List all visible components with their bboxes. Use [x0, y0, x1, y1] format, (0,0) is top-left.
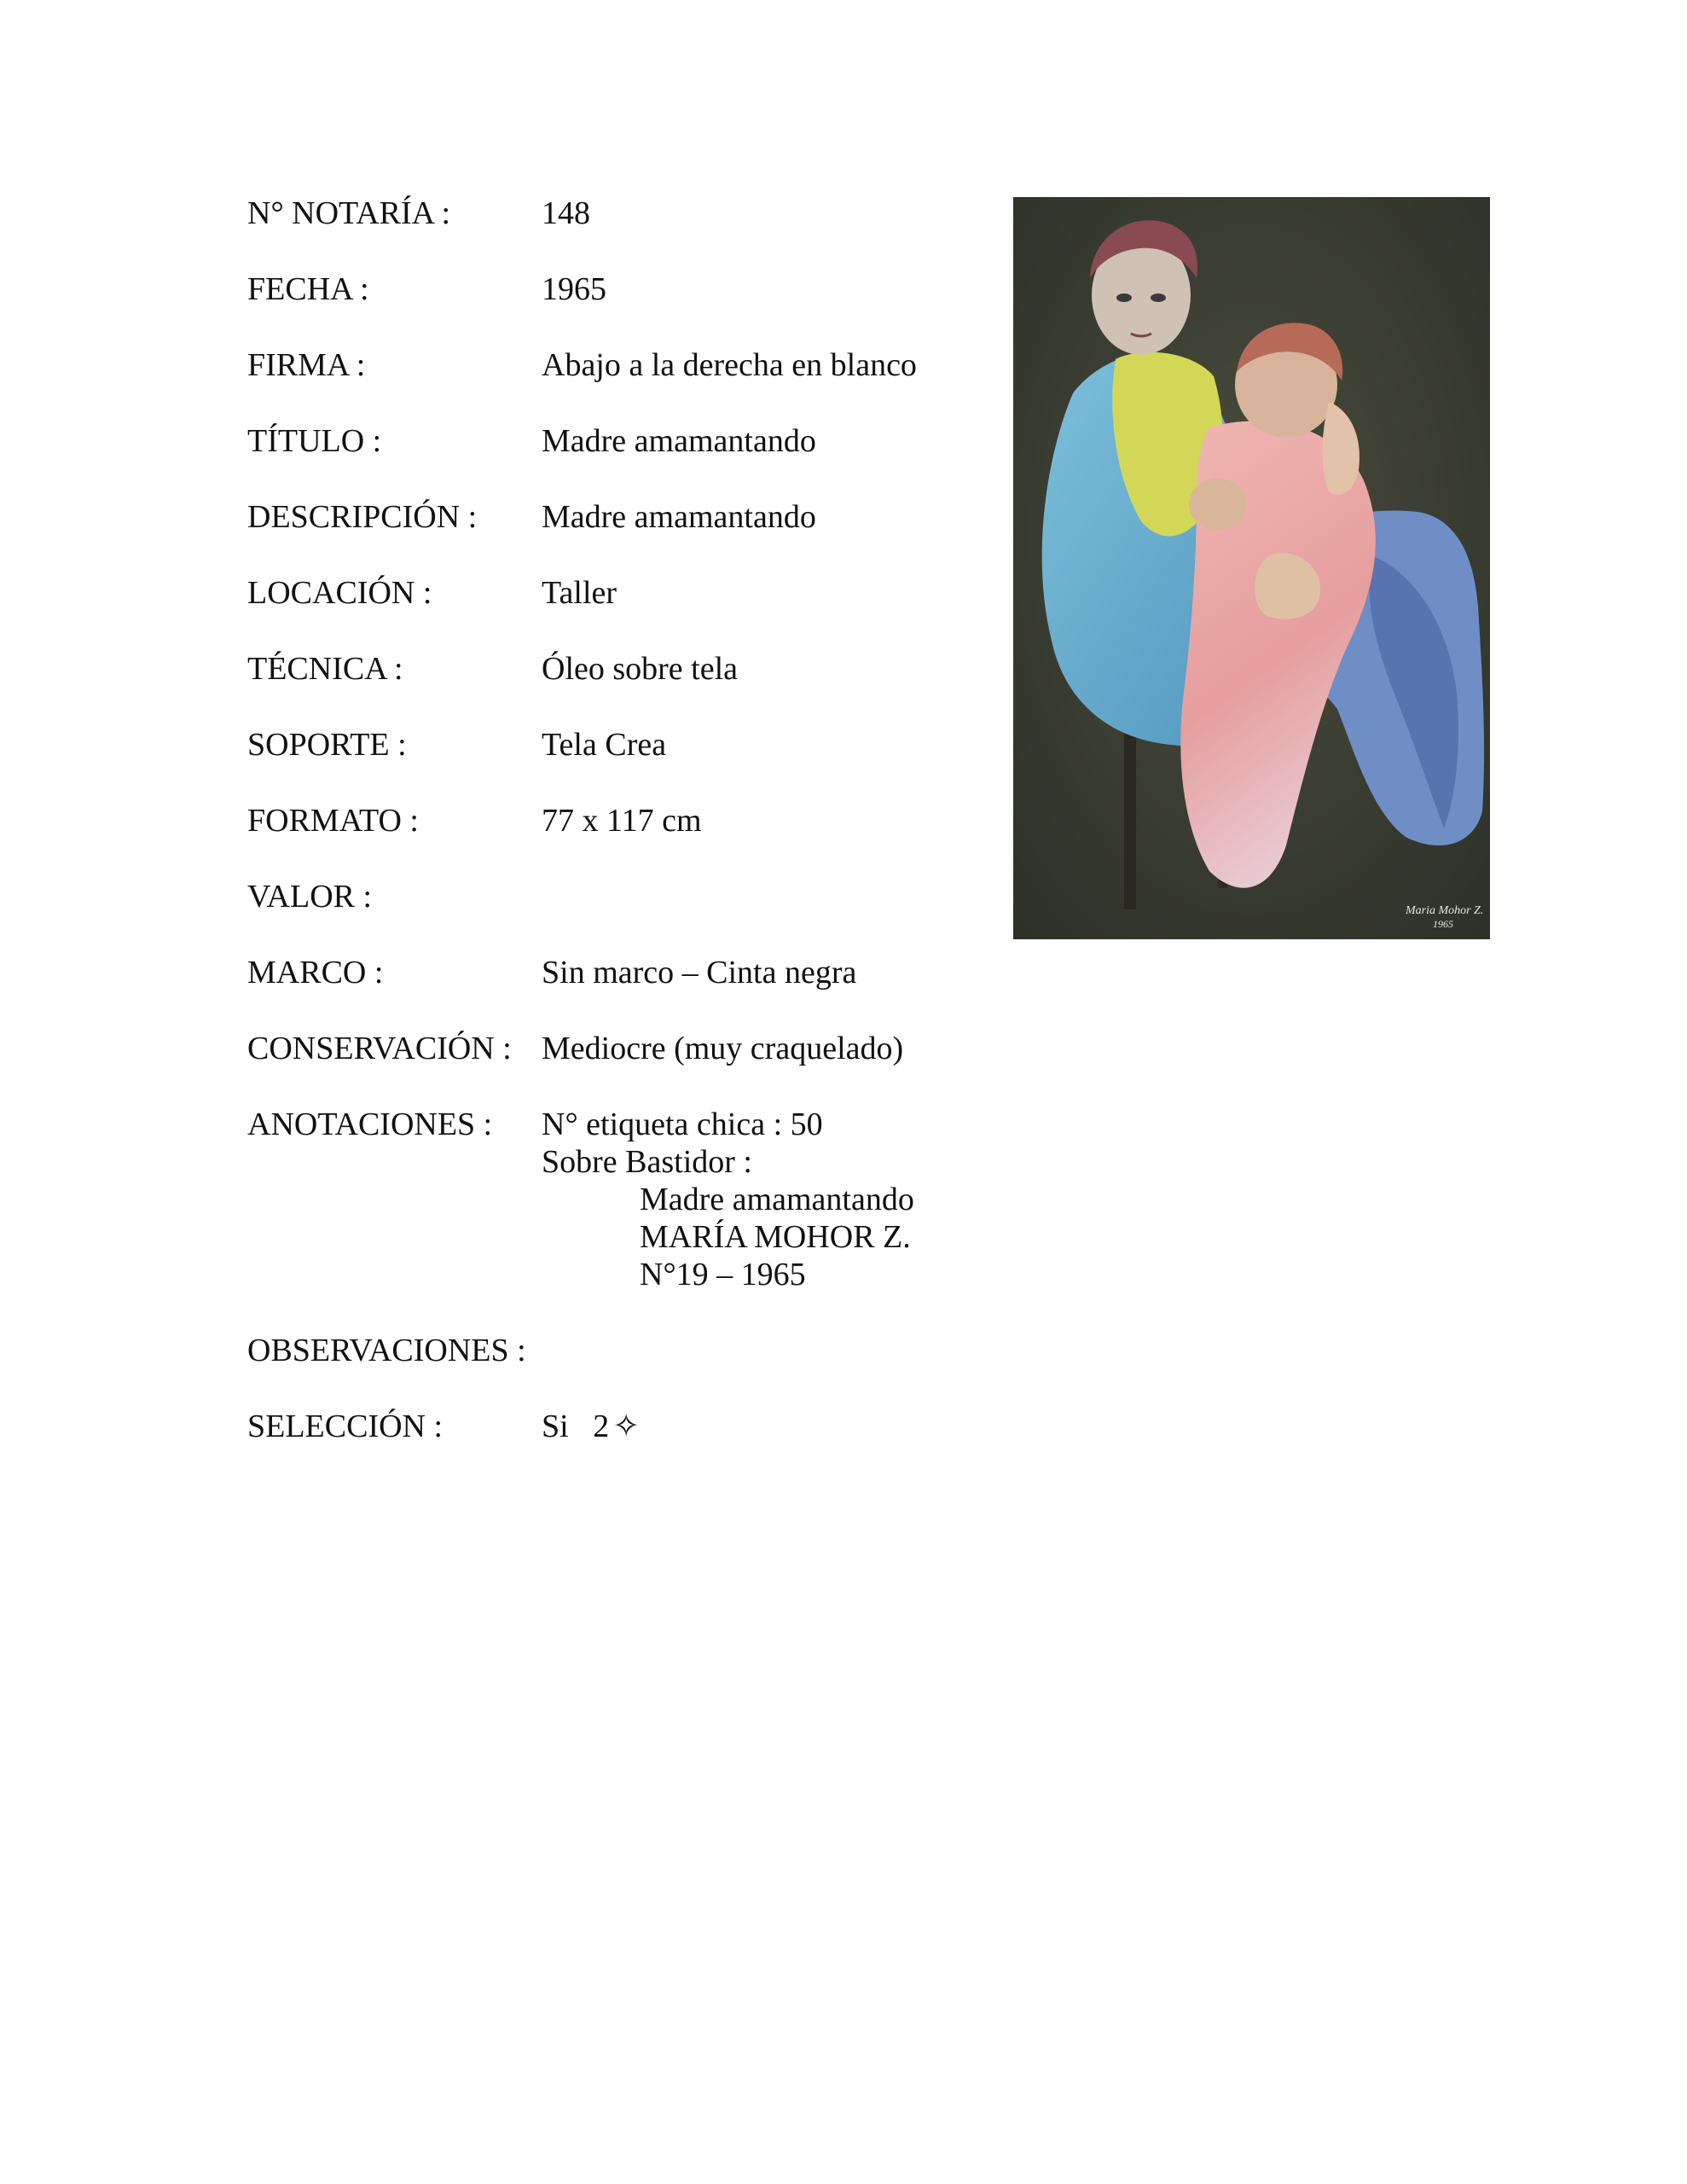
- note-line: N°19 – 1965: [640, 1257, 806, 1292]
- chair-leg: [1124, 726, 1136, 909]
- field-label: OBSERVACIONES :: [247, 1333, 526, 1368]
- field-value: Tela Crea: [542, 727, 667, 763]
- painting-image: [1013, 197, 1490, 939]
- field-value: [542, 878, 1015, 915]
- field-conservacion: [247, 1030, 1015, 1067]
- field-descripcion: [247, 498, 1015, 536]
- field-formato: [247, 802, 1015, 839]
- field-label: FIRMA :: [247, 347, 366, 383]
- field-value: 1965: [542, 271, 606, 307]
- field-anotaciones: [247, 1106, 1015, 1143]
- painting-signature: Maria Mohor Z.: [1406, 904, 1484, 917]
- seleccion-text: Si 2: [542, 1409, 610, 1444]
- field-seleccion: [247, 1408, 1015, 1445]
- field-label: LOCACIÓN :: [247, 575, 432, 611]
- record-fields: [247, 195, 1015, 1484]
- field-locacion: [247, 574, 1015, 612]
- mother-eye: [1116, 293, 1132, 302]
- field-value: [542, 1332, 1015, 1369]
- field-value: N° etiqueta chica : 50: [542, 1107, 823, 1142]
- field-value: Óleo sobre tela: [542, 651, 739, 687]
- field-label: DESCRIPCIÓN :: [247, 499, 478, 535]
- field-tecnica: [247, 650, 1015, 688]
- field-notaria: [247, 195, 1015, 232]
- field-titulo: [247, 422, 1015, 460]
- field-label: TÍTULO :: [247, 423, 382, 459]
- field-label: SELECCIÓN :: [247, 1409, 443, 1444]
- anotaciones-note: [542, 1143, 1015, 1293]
- field-value: Abajo a la derecha en blanco: [542, 347, 917, 383]
- field-label: TÉCNICA :: [247, 651, 403, 687]
- note-line: MARÍA MOHOR Z.: [640, 1219, 911, 1255]
- field-soporte: [247, 726, 1015, 764]
- mother-eye: [1151, 293, 1166, 302]
- field-valor: [247, 878, 1015, 915]
- field-value: Madre amamantando: [542, 423, 816, 459]
- field-value: Mediocre (muy craquelado): [542, 1031, 904, 1066]
- field-label: CONSERVACIÓN :: [247, 1031, 512, 1066]
- field-value: 148: [542, 195, 590, 231]
- star-icon: ✧: [612, 1409, 641, 1444]
- note-heading: Sobre Bastidor :: [542, 1144, 752, 1180]
- note-line: Madre amamantando: [640, 1182, 914, 1217]
- field-value: [542, 1408, 1015, 1445]
- field-value: Sin marco – Cinta negra: [542, 955, 857, 990]
- field-label: VALOR :: [247, 879, 373, 915]
- mother-breast: [1189, 479, 1247, 530]
- field-value: Madre amamantando: [542, 499, 816, 535]
- field-marco: [247, 954, 1015, 991]
- field-label: FECHA :: [247, 271, 369, 307]
- field-label: SOPORTE :: [247, 727, 407, 763]
- field-label: MARCO :: [247, 955, 384, 990]
- field-observaciones: [247, 1332, 1015, 1369]
- field-label: N° NOTARÍA :: [247, 195, 451, 231]
- field-value: Taller: [542, 575, 617, 611]
- field-label: FORMATO :: [247, 803, 419, 839]
- field-firma: [247, 346, 1015, 384]
- field-label: ANOTACIONES :: [247, 1107, 493, 1142]
- field-fecha: [247, 270, 1015, 308]
- painting-signature-year: 1965: [1433, 918, 1453, 930]
- field-value: 77 x 117 cm: [542, 803, 702, 839]
